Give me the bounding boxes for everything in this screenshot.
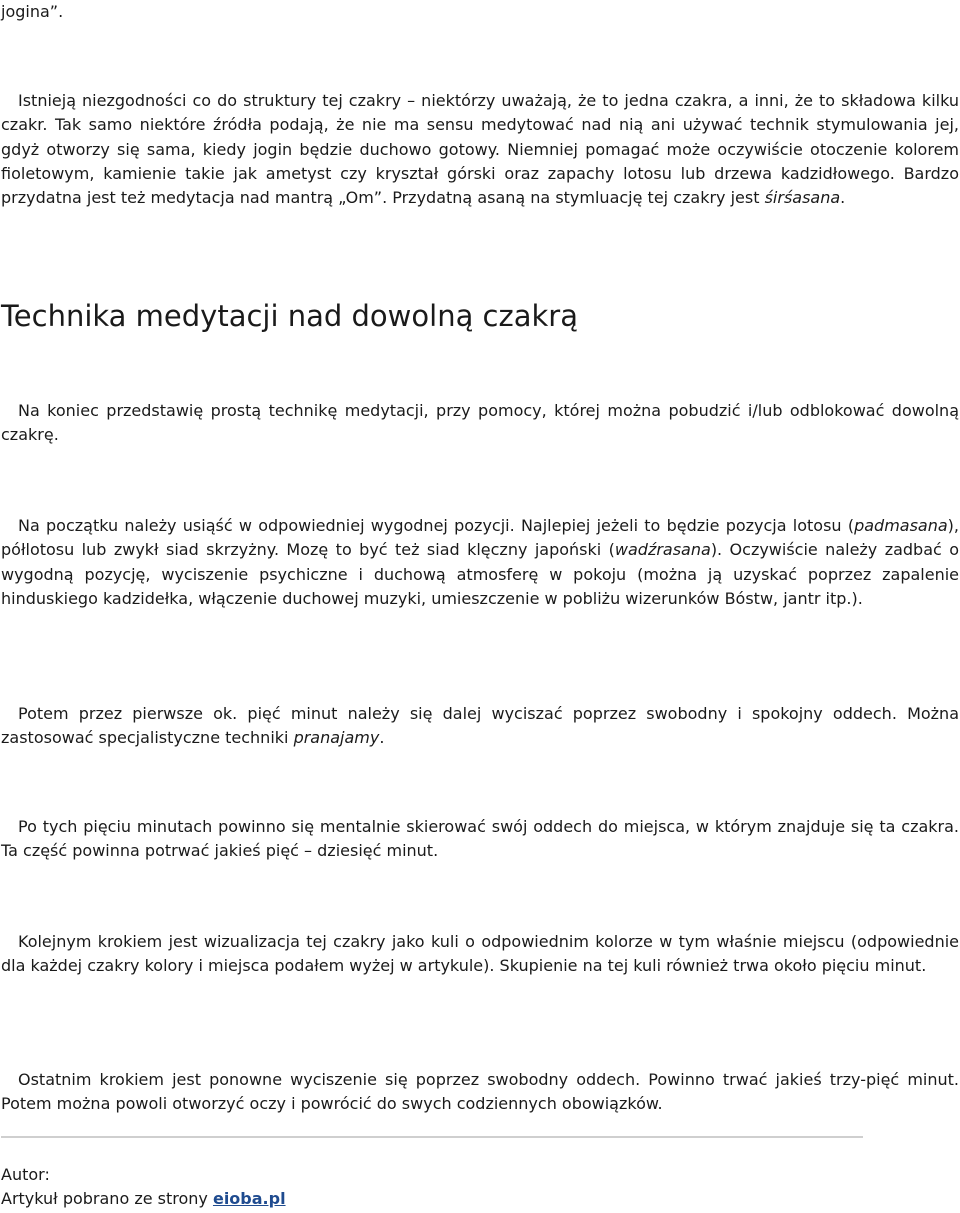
paragraph-tail: jogina”. bbox=[1, 2, 64, 21]
technique-name: pranajamy bbox=[293, 728, 380, 748]
paragraph-closing: Ostatnim krokiem jest ponowne wyciszenie się poprzez swobodny oddech. Powinno trwać jakieś trzy-pięć minut. Potem można powoli otworzyć oczy i powrócić do swych codziennych obowiązków. bbox=[1, 1070, 959, 1114]
paragraph-visualization: Kolejnym krokiem jest wizualizacja tej czakry jako kuli o odpowiednim kolorze w tym właśnie miejscu (odpowiednie dla każdej czakry kolory i miejsca podałem wyżej w artykule). Skupienie na tej kuli również trwa około pięciu minut. bbox=[1, 932, 959, 976]
paragraph-position: Na początku należy usiąść w odpowiedniej wygodnej pozycji. Najlepiej jeżeli to będzie pozycja lotosu (padmasana), półlotosu lub zwykł siad skrzyżny. Mozę to być też siad klęczny japoński (wadźrasana). Oczywiście należy zadbać o wygodną pozycję, wyciszenie psychiczne i duchową atmosferę w pokoju (można ją uzyskać poprzez zapalenie hinduskiego kadzidełka, włączenie duchowej muzyki, umieszczenie w pobliżu wizerunków Bóstw, jantr itp.). bbox=[1, 516, 960, 608]
paragraph-crown-chakra: Istnieją niezgodności co do struktury tej czakry – niektórzy uważają, że to jedna czakra, a inni, że to składowa kilku czakr. Tak samo niektóre źródła podają, że nie ma sensu medytować nad nią ani używać technik stymulowania jej, gdyż otworzy się sama, kiedy jogin będzie duchowo gotowy. Niemniej pomagać może oczywiście otoczenie kolorem fioletowym, kamienie takie jak ametyst czy kryształ górski oraz zapachy lotosu lub drzewa kadzidłowego. Bardzo przydatna jest też medytacja nad mantrą „Om”. Przydatną asaną na stymluację tej czakry jest śirśasana. bbox=[1, 91, 959, 208]
author-label: Autor: bbox=[1, 1165, 50, 1184]
section-heading: Technika medytacji nad dowolną czakrą bbox=[1, 299, 578, 333]
paragraph-breathing: Potem przez pierwsze ok. pięć minut należy się dalej wyciszać poprzez swobodny i spokojny oddech. Można zastosować specjalistyczne techniki pranajamy. bbox=[1, 704, 959, 748]
pose-name-padmasana: padmasana bbox=[854, 516, 948, 535]
source-link[interactable]: eioba.pl bbox=[212, 1189, 286, 1208]
footer-divider bbox=[1, 1136, 863, 1138]
source-line: Artykuł pobrano ze strony eioba.pl bbox=[1, 1189, 286, 1208]
pose-name-wadzrasana: wadźrasana bbox=[614, 540, 711, 560]
asana-name: śirśasana bbox=[764, 188, 841, 208]
paragraph-focus: Po tych pięciu minutach powinno się mentalnie skierować swój oddech do miejsca, w którym znajduje się ta czakra. Ta część powinna potrwać jakieś pięć – dziesięć minut. bbox=[1, 817, 959, 861]
paragraph-intro: Na koniec przedstawię prostą technikę medytacji, przy pomocy, której można pobudzić i/lub odblokować dowolną czakrę. bbox=[1, 401, 959, 445]
